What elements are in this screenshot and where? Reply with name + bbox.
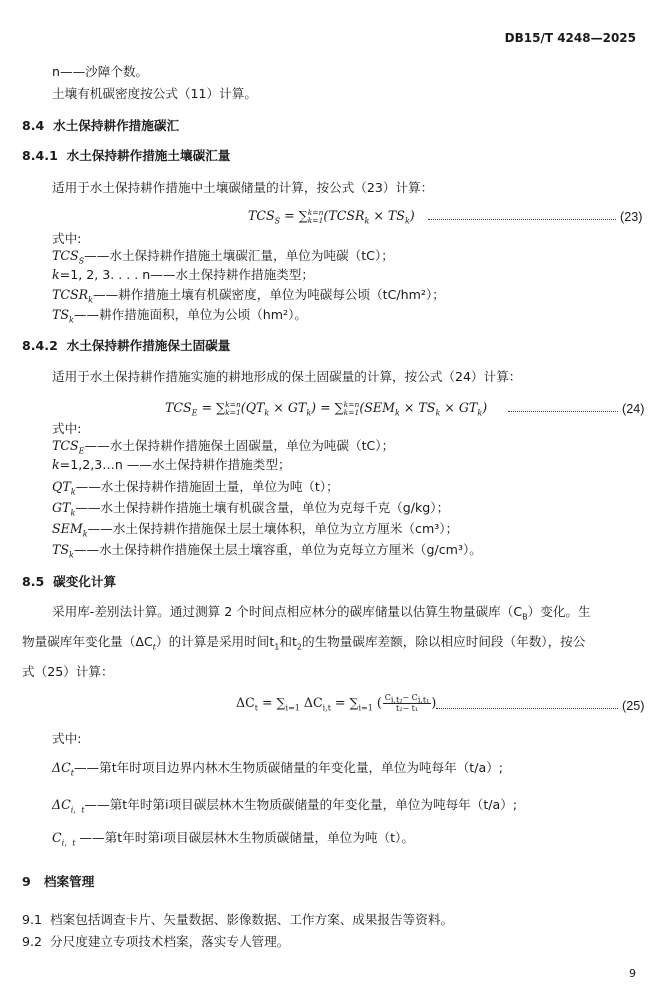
definition-item: k=1,2,3…n ——水土保持耕作措施类型； xyxy=(52,457,291,472)
section-title: 档案管理 xyxy=(43,874,95,889)
intro-line-n: n——沙障个数。 xyxy=(52,64,149,79)
equation-dotted-leader xyxy=(428,219,616,220)
definition-item: $GT_k——$水土保持耕作措施土壤有机碳含量，单位为克每千克（g/kg）； xyxy=(52,500,450,518)
section-title: 碳变化计算 xyxy=(53,574,117,589)
definition-item: $TS_k——$水土保持耕作措施保土层土壤容重，单位为克每立方厘米（g/cm³）。 xyxy=(52,542,482,560)
where-label: 式中: xyxy=(52,731,82,746)
equation-dotted-leader xyxy=(508,411,618,412)
section-number: 8.4.2 xyxy=(22,338,58,353)
equation-25: $\Delta C_t = \sum_{i=1}$ $\Delta C_{i,t} = \sum_{i=1}$ ( $\frac{C_{i,t_2}- C_{i,t_1}}{\text{t₂− t₁}}$ ) xyxy=(236,693,437,713)
section-title: 水土保持耕作措施土壤碳汇量 xyxy=(66,148,231,163)
intro-line-soc: 土壤有机碳密度按公式（11）计算。 xyxy=(52,86,257,101)
definition-item: $C_{i,t}$ ——第t年时第i项目碳层林木生物质碳储量，单位为吨（t）。 xyxy=(52,830,414,848)
document-code: DB15/T 4248—2025 xyxy=(504,31,636,45)
section-number: 8.5 xyxy=(22,574,45,589)
paragraph-line: 物量碳库年变化量$(\Delta C_t)$的计算是采用时间$t_1$和$t_2$的生物量碳库差额，除以相应时间段（年数），按公 xyxy=(22,634,586,652)
section-title: 水土保持耕作措施碳汇 xyxy=(53,118,180,133)
section-number: 9 xyxy=(22,874,31,889)
section-8-5-heading xyxy=(22,574,116,590)
section-8-4-1-intro: 适用于水土保持耕作措施中土壤碳储量的计算，按公式（23）计算： xyxy=(52,180,434,195)
equation-number: (23) xyxy=(620,210,643,224)
equation-dotted-leader xyxy=(436,708,618,709)
equation-24: $TCS_E$ = ∑ k=n k=1 $(QT_k \times GT_k)$ = ∑ k=n k=1 $(SEM_k \times TS_k \times GT_k)$ xyxy=(165,399,488,418)
section-number: 8.4.1 xyxy=(22,148,58,163)
section-title: 水土保持耕作措施保土固碳量 xyxy=(66,338,231,353)
definition-item: $SEM_k——$水土保持耕作措施保土层土壤体积，单位为立方厘米（cm³）； xyxy=(52,521,459,539)
where-label: 式中: xyxy=(52,421,82,436)
page-number: 9 xyxy=(629,967,636,980)
section-8-4-heading xyxy=(22,118,179,134)
definition-item: $TS_k——$耕作措施面积，单位为公顷（hm²）。 xyxy=(52,307,307,325)
paragraph-line: 式（25）计算： xyxy=(22,664,114,679)
list-item: 9.2 分尺度建立专项技术档案，落实专人管理。 xyxy=(22,934,290,949)
equation-23: $TCS_S$ = ∑ k=n k=1 $(TCSR_k \times TS_k)$ xyxy=(248,207,415,226)
section-8-4-1-heading xyxy=(22,148,230,164)
section-number: 8.4 xyxy=(22,118,45,133)
definition-item: k=1, 2, 3. . . . n——水土保持耕作措施类型； xyxy=(52,267,314,282)
where-label: 式中: xyxy=(52,231,82,246)
equation-number: (25) xyxy=(622,699,645,713)
definition-item: $TCS_S——$水土保持耕作措施土壤碳汇量，单位为吨碳（tC）； xyxy=(52,248,394,266)
equation-number: (24) xyxy=(622,402,645,416)
definition-item: $TCS_E——$水土保持耕作措施保土固碳量，单位为吨碳（tC）； xyxy=(52,438,395,456)
section-8-4-2-intro: 适用于水土保持耕作措施实施的耕地形成的保土固碳量的计算，按公式（24）计算： xyxy=(52,369,522,384)
definition-item: $TCSR_k——$耕作措施土壤有机碳密度，单位为吨碳每公顷（tC/hm²）； xyxy=(52,287,445,305)
paragraph-line: 采用库-差别法计算。通过测算 2 个时间点相应林分的碳库储量以估算生物量碳库$(C_B)$变化。生 xyxy=(52,604,591,622)
list-item: 9.1 档案包括调查卡片、矢量数据、影像数据、工作方案、成果报告等资料。 xyxy=(22,912,454,927)
definition-item: $\Delta C_{i,t}——$第t年时第i项目碳层林木生物质碳储量的年变化量，单位为吨每年（t/a）; xyxy=(52,797,518,815)
definition-item: $\Delta C_t——$第t年时项目边界内林木生物质碳储量的年变化量，单位为吨每年（t/a）; xyxy=(52,760,504,778)
definition-item: $QT_k——$水土保持耕作措施固土量，单位为吨（t）； xyxy=(52,479,339,497)
section-8-4-2-heading xyxy=(22,338,230,354)
section-9-heading xyxy=(22,874,94,890)
